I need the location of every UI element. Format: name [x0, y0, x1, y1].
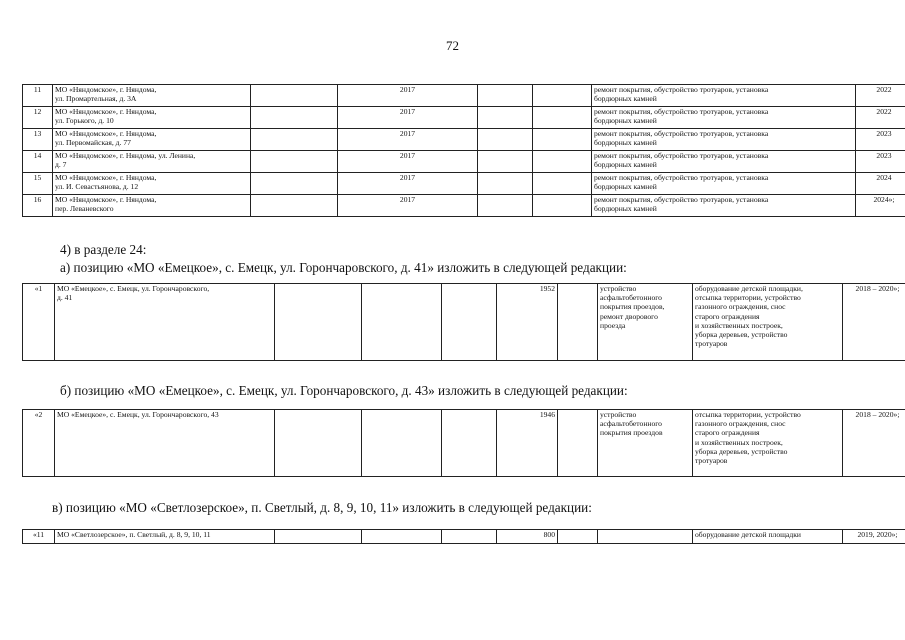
plan-year: 2024 — [856, 173, 905, 195]
year-cell: 2017 — [338, 195, 478, 217]
object-name: МО «Няндомское», г. Няндома, ул. Первомайская, д. 77 — [53, 129, 251, 151]
object-name: МО «Няндомское», г. Няндома, ул. Горького, д. 10 — [53, 107, 251, 129]
plan-years: 2019, 2020»; — [843, 530, 905, 544]
table-row — [23, 173, 905, 195]
year-cell: 2017 — [338, 85, 478, 107]
value-cell: 1946 — [497, 410, 558, 477]
object-name: МО «Емецкое», с. Емецк, ул. Горончаровского, 43 — [55, 410, 275, 477]
table-row — [23, 284, 905, 361]
year-cell: 2017 — [338, 173, 478, 195]
table-emetsk-43 — [22, 409, 905, 477]
row-number: «2 — [23, 410, 55, 477]
object-name: МО «Няндомское», г. Няндома, ул. Ленина, д. 7 — [53, 151, 251, 173]
work-list-b: отсыпка территории, устройство газонного ограждения, снос старого ограждения и хозяйственных построек, уборка деревьев, устройство тротуаров — [693, 410, 843, 477]
object-name: МО «Няндомское», г. Няндома, ул. И. Севастьянова, д. 12 — [53, 173, 251, 195]
plan-year: 2023 — [856, 129, 905, 151]
row-number: 13 — [23, 129, 53, 151]
row-number: 16 — [23, 195, 53, 217]
table-row — [23, 195, 905, 217]
section-4-heading: 4) в разделе 24: — [60, 242, 147, 257]
work-list-a: устройство асфальтобетонного покрытия проездов, ремонт дворового проезда — [598, 284, 693, 361]
page-number: 72 — [446, 38, 459, 53]
work-description: ремонт покрытия, обустройство тротуаров, установка бордюрных камней — [592, 151, 856, 173]
item-b-text: б) позицию «МО «Емецкое», с. Емецк, ул. Горончаровского, д. 43» изложить в следующей редакции: — [60, 383, 628, 398]
item-a-text: а) позицию «МО «Емецкое», с. Емецк, ул. Горончаровского, д. 41» изложить в следующей редакции: — [60, 260, 627, 275]
year-cell: 2017 — [338, 151, 478, 173]
plan-year: 2022 — [856, 107, 905, 129]
plan-years: 2018 – 2020»; — [843, 284, 905, 361]
table-svetlozerskoe — [22, 529, 905, 544]
plan-years: 2018 – 2020»; — [843, 410, 905, 477]
value-cell: 1952 — [497, 284, 558, 361]
value-cell: 800 — [497, 530, 558, 544]
row-number: «1 — [23, 284, 55, 361]
object-name: МО «Няндомское», г. Няндома, пер. Леваневского — [53, 195, 251, 217]
row-number: «11 — [23, 530, 55, 544]
table-row — [23, 151, 905, 173]
work-description: ремонт покрытия, обустройство тротуаров, установка бордюрных камней — [592, 195, 856, 217]
plan-year: 2022 — [856, 85, 905, 107]
item-c-text: в) позицию «МО «Светлозерское», п. Светлый, д. 8, 9, 10, 11» изложить в следующей редакции: — [52, 500, 592, 515]
table-row — [23, 530, 905, 544]
table-row — [23, 129, 905, 151]
row-number: 15 — [23, 173, 53, 195]
table-emetsk-41 — [22, 283, 905, 361]
plan-year: 2023 — [856, 151, 905, 173]
table-section-23-end — [22, 84, 905, 217]
work-description: ремонт покрытия, обустройство тротуаров, установка бордюрных камней — [592, 107, 856, 129]
work-list-b: оборудование детской площадки, отсыпка территории, устройство газонного ограждения, снос старого ограждения и хозяйственных построек, уборка деревьев, устройство тротуаров — [693, 284, 843, 361]
year-cell: 2017 — [338, 107, 478, 129]
table-row — [23, 85, 905, 107]
work-description: ремонт покрытия, обустройство тротуаров, установка бордюрных камней — [592, 173, 856, 195]
plan-year: 2024»; — [856, 195, 905, 217]
row-number: 12 — [23, 107, 53, 129]
table-row — [23, 107, 905, 129]
work-description: ремонт покрытия, обустройство тротуаров, установка бордюрных камней — [592, 85, 856, 107]
row-number: 14 — [23, 151, 53, 173]
object-name: МО «Емецкое», с. Емецк, ул. Горончаровского, д. 41 — [55, 284, 275, 361]
row-number: 11 — [23, 85, 53, 107]
table-row — [23, 410, 905, 477]
year-cell: 2017 — [338, 129, 478, 151]
work-list-a: устройство асфальтобетонного покрытия проездов — [598, 410, 693, 477]
object-name: МО «Няндомское», г. Няндома, ул. Промартельная, д. 3А — [53, 85, 251, 107]
work-list-b: оборудование детской площадки — [693, 530, 843, 544]
object-name: МО «Светлозерское», п. Светлый, д. 8, 9, 10, 11 — [55, 530, 275, 544]
work-description: ремонт покрытия, обустройство тротуаров, установка бордюрных камней — [592, 129, 856, 151]
